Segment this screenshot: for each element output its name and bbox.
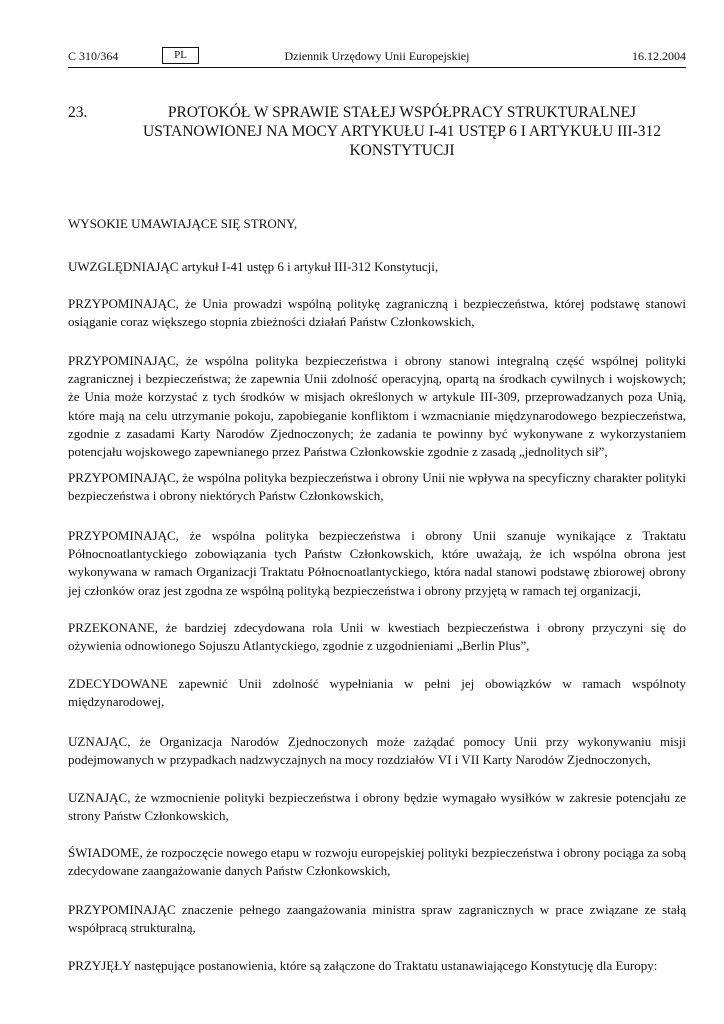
language-badge: PL [162,47,199,64]
paragraph: PRZYPOMINAJĄC, że wspólna polityka bezpieczeństwa i obrony Unii nie wpływa na specyficzny charakter polityki bezpieczeństwa i obrony niektórych Państw Członkowskich, [68,470,686,504]
paragraph: UWZGLĘDNIAJĄC artykuł I-41 ustęp 6 i artykuł III-312 Konstytucji, [68,259,439,274]
header-divider [68,67,686,68]
paragraph: PRZYJĘŁY następujące postanowienia, które są załączone do Traktatu ustanawiającego Konstytucję dla Europy: [68,958,658,973]
journal-title: Dziennik Urzędowy Unii Europejskiej [284,49,470,63]
paragraph: PRZEKONANE, że bardziej zdecydowana rola Unii w kwestiach bezpieczeństwa i obrony przyczyni się do ożywienia odnowionego Sojuszu Atlantyckiego, zgodnie z uzgodnieniami „Berlin Plus”, [68,620,686,654]
page-header [68,47,686,67]
paragraph: PRZYPOMINAJĄC, że wspólna polityka bezpieczeństwa i obrony stanowi integralną część wspólnej polityki zagranicznej i bezpieczeństwa; że zapewnia Unii zdolność operacyjną, opartą na środkach cywilnych i wojskowych; że Unia może korzystać z tych środków w misjach określonych w artykule III-309, przeprowadzanych poza Unią, które mają na celu utrzymanie pokoju, zapobieganie konfliktom i wzmacnianie międzynarodowego bezpieczeństwa, zgodnie z zasadami Karty Narodów Zjednoczonych; że zadania te powinny być wykonywane z wykorzystaniem potencjału wojskowego zapewnianego przez Państwa Członkowskie zgodnie z zasadą „jednolitych sił”, [68,353,686,460]
paragraph: PRZYPOMINAJĄC, że Unia prowadzi wspólną politykę zagraniczną i bezpieczeństwa, której podstawę stanowi osiąganie coraz większego stopnia zbieżności działań Państw Członkowskich, [68,296,686,330]
paragraph: PRZYPOMINAJĄC, że wspólna polityka bezpieczeństwa i obrony Unii szanuje wynikające z Traktatu Północnoatlantyckiego zobowiązania tych Państw Członkowskich, które uważają, że ich wspólna obrona jest wykonywana w ramach Organizacji Traktatu Północnoatlantyckiego, która nadal stanowi podstawę zbiorowej obrony jej członków oraz jest zgodna ze wspólną polityką bezpieczeństwa i obrony przyjętą w ramach tej organizacji, [68,528,686,598]
paragraph: UZNAJĄC, że Organizacja Narodów Zjednoczonych może zażądać pomocy Unii przy wykonywaniu misji podejmowanych w przypadkach nadzwyczajnych na mocy rozdziałów VI i VII Karty Narodów Zjednoczonych, [68,734,686,768]
paragraph: UZNAJĄC, że wzmocnienie polityki bezpieczeństwa i obrony będzie wymagało wysiłków w zakresie potencjału ze strony Państw Członkowskich, [68,790,686,824]
publication-date: 16.12.2004 [632,49,686,63]
protocol-title [68,103,686,160]
protocol-number: 23. [68,104,88,121]
protocol-title-text: PROTOKÓŁ W SPRAWIE STAŁEJ WSPÓŁPRACY STRUKTURALNEJ USTANOWIONEJ NA MOCY ARTYKUŁU I-41 USTĘP 6 I ARTYKUŁU III-312 KONSTYTUCJI [143,104,661,159]
paragraph: PRZYPOMINAJĄC znaczenie pełnego zaangażowania ministra spraw zagranicznych w prace związane ze stałą współpracą strukturalną, [68,902,686,936]
paragraph: ZDECYDOWANE zapewnić Unii zdolność wypełniania w pełni jej obowiązków w ramach wspólnoty międzynarodowej, [68,676,686,710]
paragraph: WYSOKIE UMAWIAJĄCE SIĘ STRONY, [68,216,298,231]
paragraph: ŚWIADOME, że rozpoczęcie nowego etapu w rozwoju europejskiej polityki bezpieczeństwa i obrony pociąga za sobą zdecydowane zaangażowanie danych Państw Członkowskich, [68,845,686,879]
page-reference: C 310/364 [68,49,119,63]
